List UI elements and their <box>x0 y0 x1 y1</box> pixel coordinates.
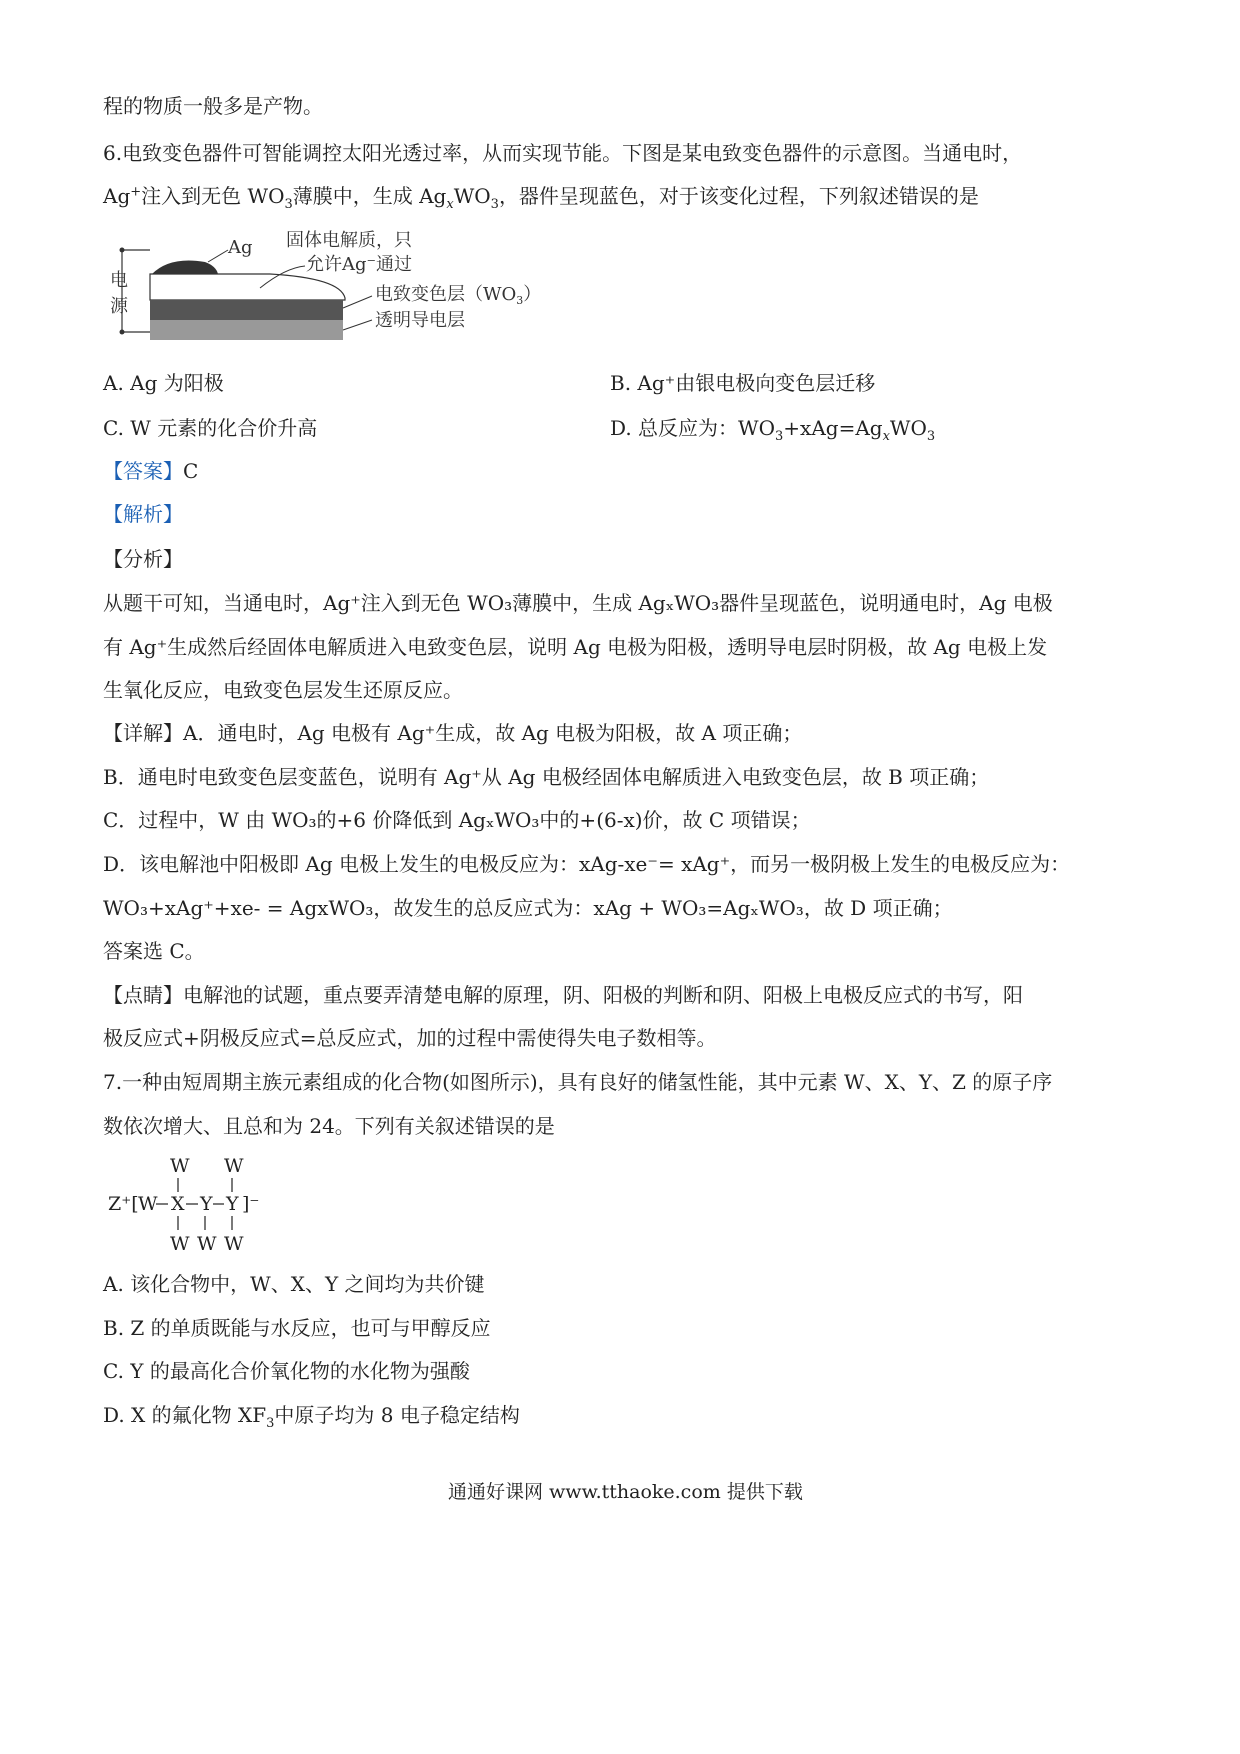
page-footer: 通通好课网 www.tthaoke.com 提供下载 <box>448 1481 803 1503</box>
detail-line5: WO₃+xAg⁺+xe- = AgxWO₃，故发生的总反应式为：xAg + WO₃=AgₓWO₃，故 D 项正确； <box>103 896 953 920</box>
detail-line4: D．该电解池中阳极即 Ag 电极上发生的电极反应为：xAg-xe⁻= xAg⁺，而另一极阴极上发生的电极反应为： <box>103 852 1071 876</box>
power-label-1: 电 <box>110 270 128 291</box>
analysis-line1: 从题干可知，当通电时，Ag⁺注入到无色 WO₃薄膜中，生成 AgₓWO₃器件呈现蓝色，说明通电时，Ag 电极 <box>103 591 1053 615</box>
detail-line3: C．过程中，W 由 WO₃的+6 价降低到 AgₓWO₃中的+(6-x)价，故 C 项错误； <box>103 808 811 832</box>
electrolyte-label-1: 固体电解质，只 <box>286 230 412 251</box>
structure-y-atom-1: Y <box>200 1193 213 1215</box>
electrochromic-wo3-layer <box>150 300 343 320</box>
structure-w-top-left: W <box>170 1155 190 1177</box>
solid-electrolyte-layer <box>150 274 345 300</box>
ag-label: Ag <box>228 237 253 258</box>
intro-text: 程的物质一般多是产物。 <box>103 94 323 118</box>
structure-x-atom: X <box>171 1193 185 1215</box>
transparent-layer-label: 透明导电层 <box>375 310 465 331</box>
analysis-line2: 有 Ag⁺生成然后经固体电解质进入电致变色层，说明 Ag 电极为阳极，透明导电层时阴极，故 Ag 电极上发 <box>103 635 1048 659</box>
fenxi-heading: 【分析】 <box>103 547 183 571</box>
q7-option-c: C. Y 的最高化合价氧化物的水化物为强酸 <box>103 1359 470 1383</box>
q6-option-b: B. Ag⁺由银电极向变色层迁移 <box>610 371 876 395</box>
silver-electrode <box>152 261 218 275</box>
q7-stem-line1: 7.一种由短周期主族元素组成的化合物(如图所示)，具有良好的储氢性能，其中元素 W、X、Y、Z 的原子序 <box>103 1070 1053 1094</box>
q7-option-b: B. Z 的单质既能与水反应，也可与甲醇反应 <box>103 1316 491 1340</box>
answer-tag: 【答案】 <box>103 459 183 483</box>
structure-z-cation: Z⁺[ <box>108 1193 139 1215</box>
q6-stem-line2: Ag+注入到无色 $WO_3$薄膜中，生成 $Ag_xWO_3$，器件呈现蓝色，对于该变化过程，下列叙述错误的是 <box>103 184 979 212</box>
answer-line <box>103 461 198 481</box>
electrolyte-label-2: 允许Ag⁻通过 <box>306 254 413 275</box>
q6-option-d: D. 总反应为：$WO_3+xAg=Ag_xWO_3$ <box>610 416 936 444</box>
structure-w-top-right: W <box>224 1155 244 1177</box>
structure-anion-close: ]⁻ <box>242 1193 260 1215</box>
q7-stem-line2: 数依次增大、且总和为 24。下列有关叙述错误的是 <box>103 1114 555 1138</box>
analysis-line3: 生氧化反应，电致变色层发生还原反应。 <box>103 678 463 702</box>
structure-w-left: W <box>138 1193 158 1215</box>
q6-stem-line1: 6.电致变色器件可智能调控太阳光透过率，从而实现节能。下图是某电致变色器件的示意图。当通电时， <box>103 141 1023 165</box>
structure-y-atom-2: Y <box>226 1193 239 1215</box>
structure-w-bottom-3: W <box>224 1233 244 1255</box>
conclusion-line: 答案选 C。 <box>103 939 205 963</box>
detail-line1: 【详解】A．通电时，Ag 电极有 Ag⁺生成，故 Ag 电极为阳极，故 A 项正确； <box>103 721 803 745</box>
detail-line2: B．通电时电致变色层变蓝色，说明有 Ag⁺从 Ag 电极经固体电解质进入电致变色层，故 B 项正确； <box>103 765 990 789</box>
q7-option-a: A. 该化合物中，W、X、Y 之间均为共价键 <box>103 1272 485 1296</box>
structure-w-bottom-1: W <box>170 1233 190 1255</box>
electrochromic-device-diagram <box>110 228 630 348</box>
tip-line1: 【点睛】电解池的试题，重点要弄清楚电解的原理，阴、阳极的判断和阴、阳极上电极反应式的书写，阳 <box>103 983 1023 1007</box>
tip-line2: 极反应式+阴极反应式=总反应式，加的过程中需使得失电子数相等。 <box>103 1026 717 1050</box>
wo3-layer-label: 电致变色层$(WO_3)$ <box>375 284 542 307</box>
answer-value: C <box>183 459 199 483</box>
power-label-2: 源 <box>110 296 128 317</box>
q6-option-a: A. Ag 为阳极 <box>103 371 224 395</box>
compound-structure-diagram <box>108 1150 308 1260</box>
structure-w-bottom-2: W <box>197 1233 217 1255</box>
q7-option-d: D. X 的氟化物 $XF_3$中原子均为 8 电子稳定结构 <box>103 1403 520 1431</box>
analysis-tag: 【解析】 <box>103 502 183 526</box>
q6-option-c: C. W 元素的化合价升高 <box>103 416 318 440</box>
transparent-conductive-layer <box>150 320 343 340</box>
